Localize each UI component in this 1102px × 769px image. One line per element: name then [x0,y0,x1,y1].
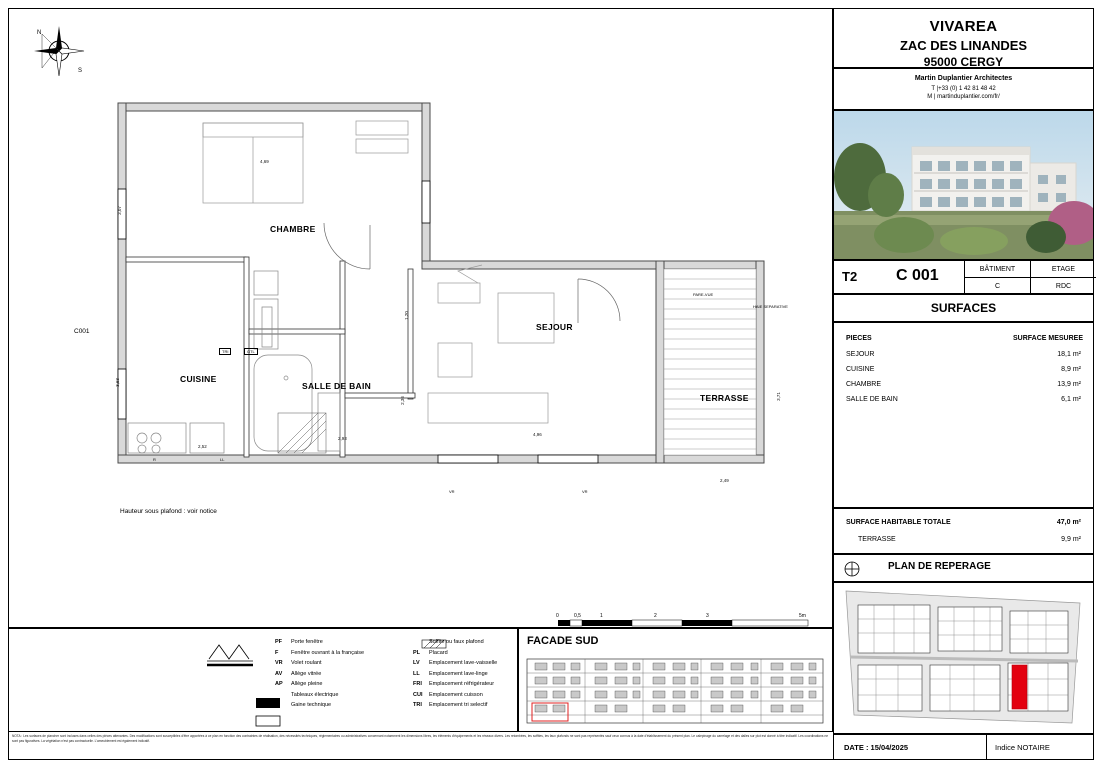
dimension-10: 4,96 [533,432,542,437]
legend-code-av: AV [275,670,283,677]
architect-phone: T |+33 (0) 1 42 81 48 42 [931,86,996,92]
project-title-row [833,8,1094,68]
legend-label-tri: Emplacement tri selectif [429,702,488,708]
legend-item-fri [413,679,497,690]
dimension-8: 2,49 [720,478,729,483]
legend-label-gaine: Gaine technique [291,702,332,708]
project-render-image [833,110,1094,260]
facade-title: FACADE SUD [527,635,599,647]
disclaimer-note [8,732,833,760]
room-label-sejour: SEJOUR [536,322,573,332]
legend-label-soffite: Soffite ou faux plafond [429,639,484,645]
legend-item-pl [413,648,497,659]
annotation-vr-1: VR [449,489,455,494]
terrasse-label: TERRASSE [858,536,896,543]
totals-row [833,508,1094,554]
legend-symbol-roof-icon [205,637,257,671]
reperage-title-row [833,554,1094,582]
legend-code-ll: LL [413,670,420,677]
dimension-1: 4,69 [260,159,269,164]
render-illustration [834,111,1093,259]
legend-column-2 [413,637,497,711]
legend-column-1 [275,637,364,711]
surface-row-1-area: 8,9 m² [1061,366,1081,373]
svg-text:0,5: 0,5 [574,613,581,619]
legend-code-vr: VR [275,660,283,666]
title-block [833,8,1094,760]
dimension-4: 2,52 [198,444,207,449]
legend-code-f: F [275,649,279,656]
legend-label-vr: Volet roulant [291,660,322,666]
annotation-ll: LL [220,457,225,462]
compass-icon [32,24,86,78]
svg-text:N: N [37,30,42,36]
batiment-etage-block [964,261,1095,295]
architect-name: Martin Duplantier Architectes [914,75,1013,82]
legend-label-fri: Emplacement réfrigérateur [429,681,495,687]
legend-item-av [275,669,364,680]
architect-mail[interactable]: M | martinduplantier.com/fr/ [927,94,1000,100]
legend-label-av: Allège vitrée [291,670,322,677]
legend-label-tableau: Tableaux électrique [291,691,339,698]
facade-elevation-drawing [525,655,825,727]
svg-text:S: S [78,68,83,74]
annotation-vr-2: VR [582,489,588,494]
lot-label: C 001 [896,267,939,284]
surface-row-1-name: CUISINE [846,366,875,373]
legend-code-tri: TRI [413,702,422,708]
total-value: 47,0 m² [1056,519,1081,526]
legend-label-cui: Emplacement cuisson [429,691,483,698]
room-label-chambre: CHAMBRE [270,224,316,234]
dimension-2: 3,07 [116,206,122,215]
legend-label-pf: Porte fenêtre [291,639,323,645]
legend-item-ap [275,679,364,690]
identification-row [833,260,1094,294]
disclaimer-text: NOTA : Les surfaces de plancher sont incluses dans celles des pièces attenantes. Des modifications sont susceptibles d'être apportées à ce plan en fonction des contraintes de réalisation, des nécessités techniques, réglementaires ou administratives concernant notamment les dimensions libres, les éléments d'équipements et les réseaux divers. Les retombées, les soffites, les faux plafonds ne sont pas représentés sauf ceux connus à la date d'établissement du présent plan. Le calepinage du carrelage et des dalles sur plot est donné à titre indicatif. Les coordinations ne sont pas figuratives. La végétation n'est pas contractuelle. L'ameublement est également indicatif. [12,734,828,743]
surfaces-table [833,322,1094,508]
legend-label-ap: Allège pleine [291,681,323,687]
room-label-salle-de-bain: SALLE DE BAIN [302,381,372,391]
surfaces-title-row [833,294,1094,322]
svg-text:3: 3 [706,613,709,619]
surface-row-0-name: SEJOUR [846,351,875,358]
svg-text:2: 2 [654,613,657,619]
surfaces-title: SURFACES [930,301,997,315]
total-label: SURFACE HABITABLE TOTALE [846,519,951,526]
dimension-9: 3,71 [775,392,781,401]
annotation-gtl: GTL [244,348,258,355]
dimension-7: 1,20 [403,311,409,320]
legend-item-gaine [275,700,364,711]
north-marker-icon [844,561,860,577]
etage-header: ETAGE [1031,261,1096,278]
legend-code-pf: PF [275,639,283,645]
surface-row-0-area: 18,1 m² [1057,351,1081,358]
surface-row-2-name: CHAMBRE [846,381,882,388]
legend-item-vr [275,658,364,669]
floor-plan-area [8,8,833,628]
svg-text:1: 1 [600,613,603,619]
project-city: 95000 CERGY [923,55,1004,69]
legend-item-lv [413,658,497,669]
legend-label-pl: Placard [429,649,448,656]
ceiling-height-note: Hauteur sous plafond : voir notice [120,508,217,515]
batiment-value: C [965,278,1031,295]
facade-panel [518,628,833,732]
legend-label-ll: Emplacement lave-linge [429,670,488,677]
etage-value: RDC [1055,283,1072,290]
reperage-plan-image [833,582,1094,734]
annotation-pare-vue: PARE-VUE [693,292,714,297]
annotation-tri: TRI [219,348,231,355]
surfaces-col-pieces: PIECES [846,335,872,342]
type-label: T2 [842,269,858,284]
legend-label-f: Fenêtre ouvrant à la française [291,649,365,656]
entrance-door-tag: C001 [74,328,90,335]
footer-row [833,734,1094,760]
indice-cell [986,735,1095,760]
legend-code-ap: AP [275,681,283,687]
project-name: VIVAREA [929,18,998,35]
legend-panel [8,628,518,732]
legend-item-tableau [275,690,364,701]
svg-text:0: 0 [556,613,559,619]
legend-item-f [275,648,364,659]
legend-symbol-duct-icon [255,715,281,727]
batiment-header: BÂTIMENT [965,261,1031,278]
annotation-r: R [153,457,156,462]
reperage-title: PLAN DE REPERAGE [888,561,991,572]
legend-label-lv: Emplacement lave-vaisselle [429,660,498,666]
room-label-cuisine: CUISINE [180,374,217,384]
dimension-3: 3,63 [114,378,120,387]
terrasse-value: 9,9 m² [1061,536,1081,543]
legend-item-ll [413,669,497,680]
indice-label: Indice NOTAIRE [995,743,1050,752]
surface-row-3-name: SALLE DE BAIN [846,396,898,403]
legend-code-lv: LV [413,660,420,666]
surfaces-col-mesuree: SURFACE MESUREE [1012,335,1083,342]
project-zone: ZAC DES LINANDES [899,38,1028,53]
legend-item-cui [413,690,497,701]
dimension-5: 2,93 [338,436,347,441]
dimension-6: 2,36 [399,396,405,405]
legend-code-cui: CUI [413,691,423,698]
architect-row [833,68,1094,110]
apartment-drawing [108,93,788,513]
legend-item-tri [413,700,497,711]
legend-item-pf [275,637,364,648]
plan-date: DATE : 15/04/2025 [844,743,909,752]
annotation-haie-separative: HAIE SEPARATIVE [753,304,788,309]
legend-code-pl: PL [413,649,421,656]
site-plan-drawing [834,583,1093,733]
surface-row-3-area: 6,1 m² [1061,396,1081,403]
svg-text:5m: 5m [799,613,806,619]
legend-code-fri: FRI [413,681,422,687]
room-label-terrasse: TERRASSE [700,393,749,403]
legend-item-soffite [413,637,497,648]
surface-row-2-area: 13,9 m² [1057,381,1081,388]
